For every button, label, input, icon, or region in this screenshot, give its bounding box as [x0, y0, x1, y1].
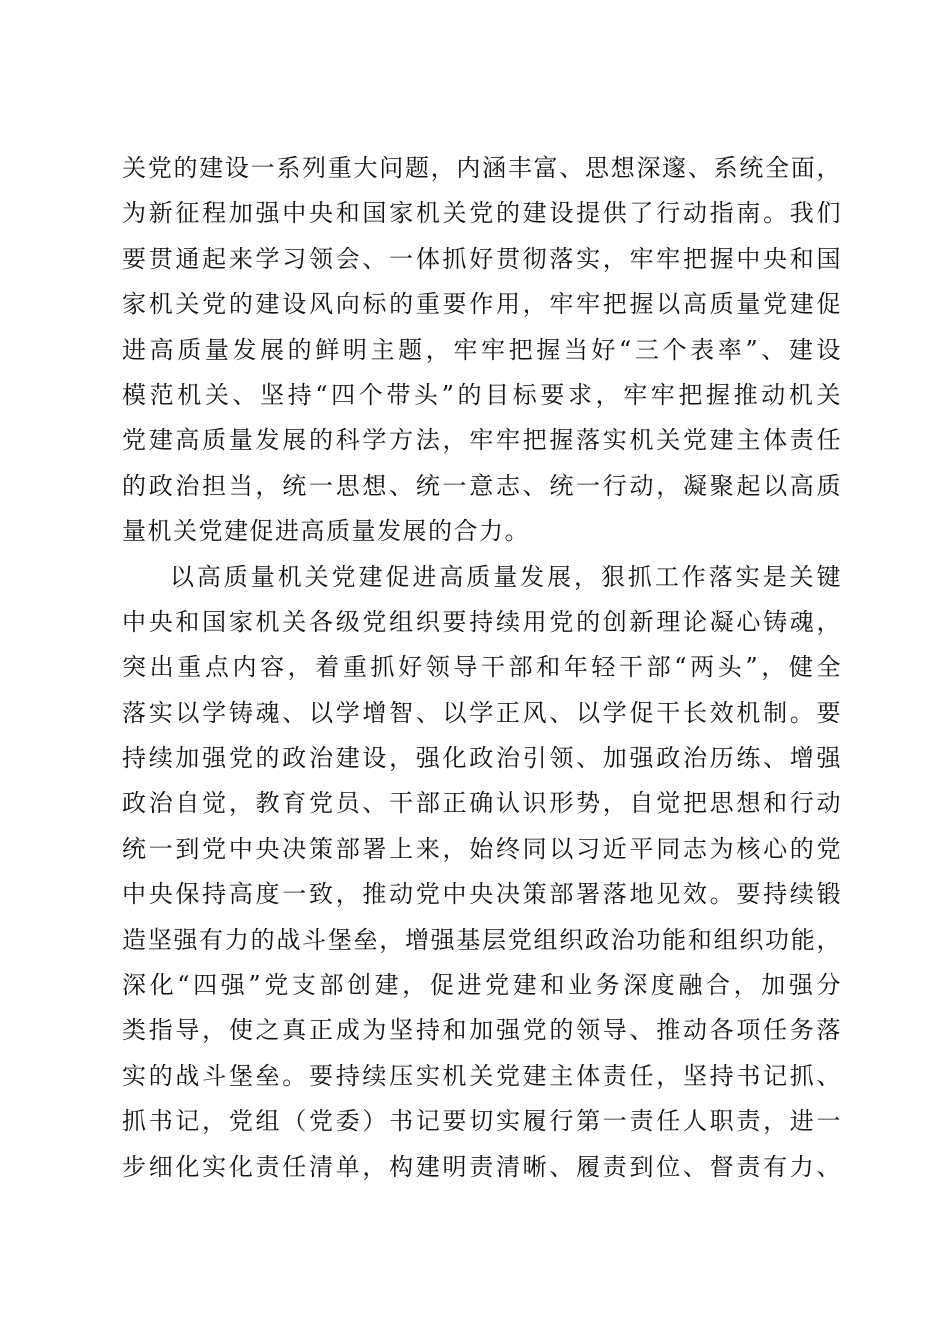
text-line: 为新征程加强中央和国家机关党的建设提供了行动指南。我们	[122, 199, 842, 228]
text-line: 步细化实化责任清单，构建明责清晰、履责到位、督责有力、	[122, 1152, 842, 1181]
text-line: 实的战斗堡垒。要持续压实机关党建主体责任，坚持书记抓、	[122, 1061, 842, 1090]
text-line: 抓书记，党组（党委）书记要切实履行第一责任人职责，进一	[122, 1107, 842, 1136]
text-line: 要贯通起来学习领会、一体抓好贯彻落实，牢牢把握中央和国	[122, 244, 842, 273]
text-line: 深化“四强”党支部创建，促进党建和业务深度融合，加强分	[122, 971, 842, 1000]
text-line: 家机关党的建设风向标的重要作用，牢牢把握以高质量党建促	[122, 290, 842, 319]
text-line: 统一到党中央决策部署上来，始终同以习近平同志为核心的党	[122, 834, 842, 863]
text-line: 模范机关、坚持“四个带头”的目标要求，牢牢把握推动机关	[122, 380, 842, 409]
paragraph-start-line: 以高质量机关党建促进高质量发展，狠抓工作落实是关键	[170, 562, 842, 591]
body-text	[122, 146, 842, 1190]
text-line: 量机关党建促进高质量发展的合力。	[122, 517, 530, 546]
text-line: 进高质量发展的鲜明主题，牢牢把握当好“三个表率”、建设	[122, 335, 842, 364]
text-line: 造坚强有力的战斗堡垒，增强基层党组织政治功能和组织功能，	[122, 925, 842, 954]
text-line: 持续加强党的政治建设，强化政治引领、加强政治历练、增强	[122, 744, 842, 773]
text-line: 中央和国家机关各级党组织要持续用党的创新理论凝心铸魂，	[122, 607, 842, 636]
text-line: 类指导，使之真正成为坚持和加强党的领导、推动各项任务落	[122, 1016, 842, 1045]
text-line: 政治自觉，教育党员、干部正确认识形势，自觉把思想和行动	[122, 789, 842, 818]
text-line: 突出重点内容，着重抓好领导干部和年轻干部“两头”，健全	[122, 653, 842, 682]
text-line: 关党的建设一系列重大问题，内涵丰富、思想深邃、系统全面，	[122, 154, 842, 182]
text-line: 党建高质量发展的科学方法，牢牢把握落实机关党建主体责任	[122, 426, 842, 455]
text-line: 的政治担当，统一思想、统一意志、统一行动，凝聚起以高质	[122, 471, 842, 500]
text-line: 落实以学铸魂、以学增智、以学正风、以学促干长效机制。要	[122, 698, 842, 727]
text-line: 中央保持高度一致，推动党中央决策部署落地见效。要持续锻	[122, 880, 842, 909]
